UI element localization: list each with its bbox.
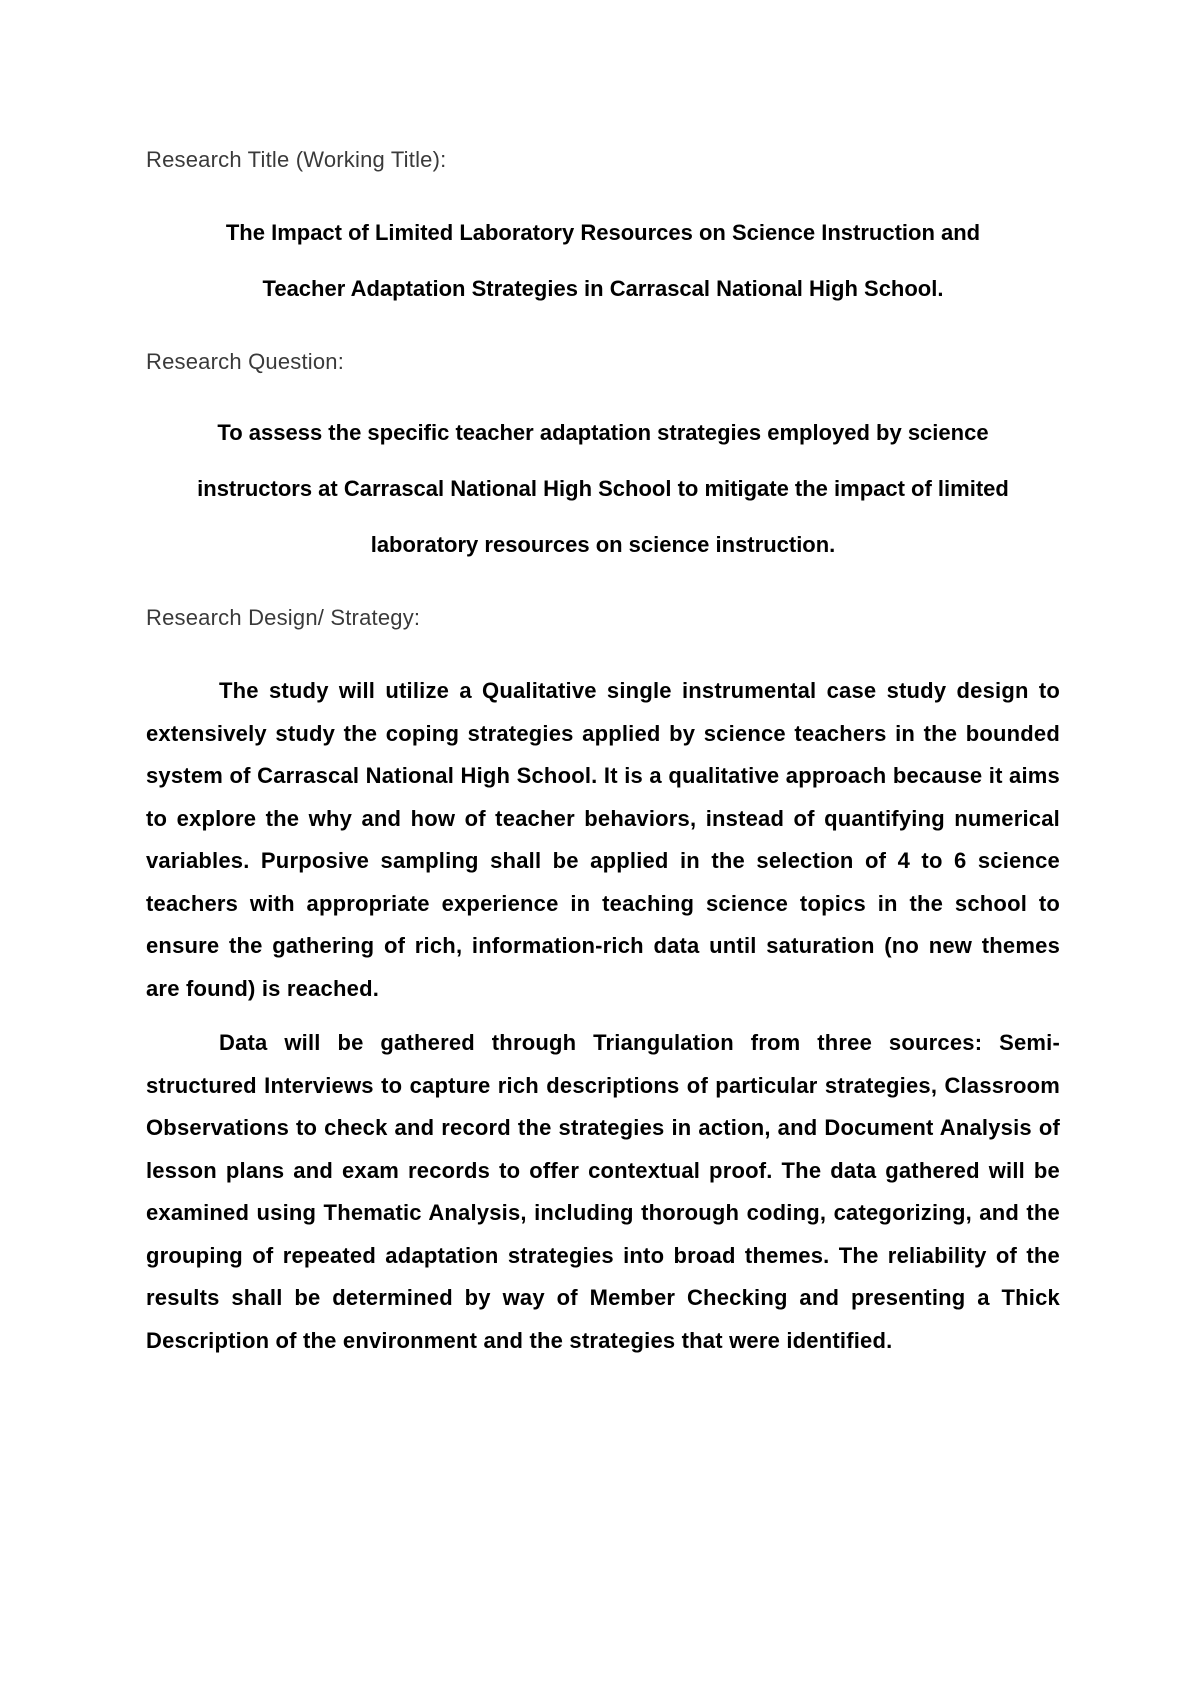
research-title-label: Research Title (Working Title):: [146, 147, 447, 172]
design-paragraph: Data will be gathered through Triangulation from three sources: Semi-structured Interviews to capture rich descriptions of particular strategies, Classroom Observations to check and record the strategies in action, and Document Analysis of lesson plans and exam records to offer contextual proof. The data gathered will be examined using Thematic Analysis, including thorough coding, categorizing, and the grouping of repeated adaptation strategies into broad themes. The reliability of the results shall be determined by way of Member Checking and presenting a Thick Description of the environment and the strategies that were identified.: [146, 1030, 1060, 1353]
research-title: [146, 205, 1060, 317]
research-question-line: To assess the specific teacher adaptation strategies employed by science: [217, 420, 989, 445]
research-question-line: laboratory resources on science instruction.: [370, 532, 836, 557]
research-title-line: The Impact of Limited Laboratory Resources on Science Instruction and: [225, 220, 981, 245]
research-question-line: instructors at Carrascal National High School to mitigate the impact of limited: [197, 476, 1009, 501]
research-design-label: Research Design/ Strategy:: [146, 605, 421, 630]
research-question-label: Research Question:: [146, 349, 345, 374]
design-paragraph: The study will utilize a Qualitative single instrumental case study design to extensively study the coping strategies applied by science teachers in the bounded system of Carrascal National High School. It is a qualitative approach because it aims to explore the why and how of teacher behaviors, instead of quantifying numerical variables. Purposive sampling shall be applied in the selection of 4 to 6 science teachers with appropriate experience in teaching science topics in the school to ensure the gathering of rich, information-rich data until saturation (no new themes are found) is reached.: [146, 678, 1060, 1001]
research-question: [146, 405, 1060, 573]
document-page: [146, 0, 1060, 1696]
research-title-line: Teacher Adaptation Strategies in Carrascal National High School.: [262, 276, 944, 301]
